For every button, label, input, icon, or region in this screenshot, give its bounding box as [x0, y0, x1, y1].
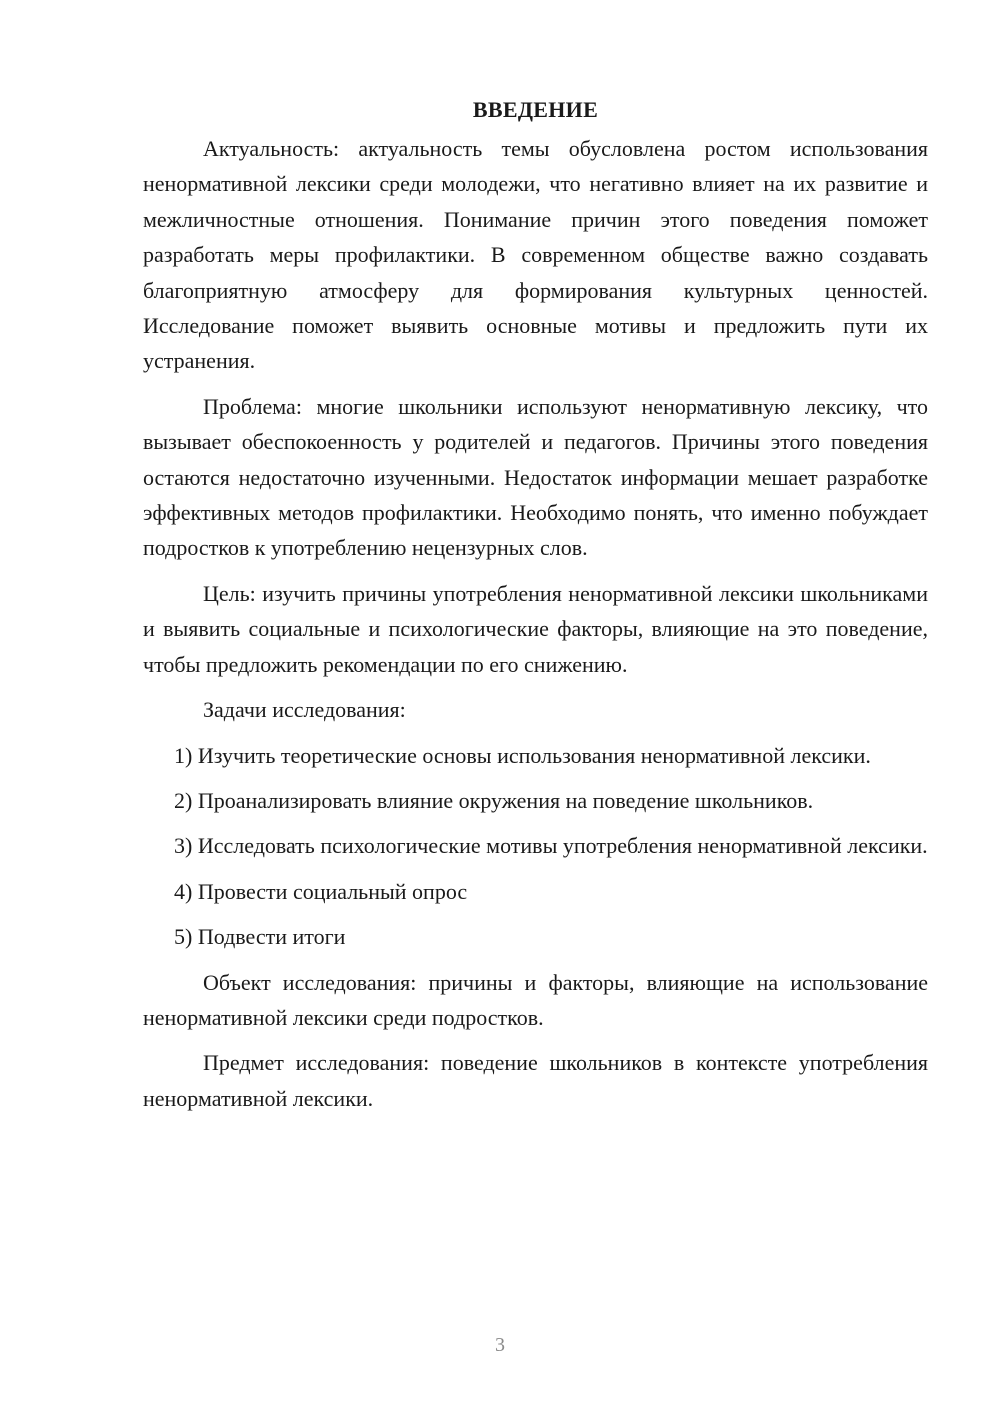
page-number: 3 [495, 1334, 505, 1356]
object-paragraph: Объект исследования: причины и факторы, влияющие на использование ненормативной лексики среди подростков. [143, 969, 928, 1030]
task-item: 2) Проанализировать влияние окружения на поведение школьников. [174, 787, 814, 813]
relevance-paragraph: Актуальность: актуальность темы обусловлена ростом использования ненормативной лексики среди молодежи, что негативно влияет на их развитие и межличностные отношения. Понимание причин этого поведения поможет разработать меры профилактики. В современном обществе важно создавать благоприятную атмосферу для формирования культурных ценностей. Исследование поможет выявить основные мотивы и предложить пути их устранения. [143, 136, 928, 374]
subject-paragraph: Предмет исследования: поведение школьников в контексте употребления ненормативной лексики. [143, 1050, 928, 1111]
problem-paragraph: Проблема: многие школьники используют ненормативную лексику, что вызывает обеспокоенность у родителей и педагогов. Причины этого поведения остаются недостаточно изученными. Недостаток информации мешает разработке эффективных методов профилактики. Необходимо понять, что именно побуждает подростков к употреблению нецензурных слов. [143, 393, 928, 561]
document-page [143, 95, 928, 1126]
task-item: 5) Подвести итоги [174, 924, 346, 950]
goal-paragraph: Цель: изучить причины употребления ненормативной лексики школьниками и выявить социальные и психологические факторы, влияющие на это поведение, чтобы предложить рекомендации по его снижению. [143, 580, 928, 677]
section-heading: ВВЕДЕНИЕ [472, 97, 599, 122]
task-item: 3) Исследовать психологические мотивы употребления ненормативной лексики. [174, 833, 928, 859]
task-item: 4) Провести социальный опрос [174, 878, 468, 904]
tasks-title: Задачи исследования: [203, 697, 406, 723]
task-item: 1) Изучить теоретические основы использования ненормативной лексики. [174, 742, 871, 768]
